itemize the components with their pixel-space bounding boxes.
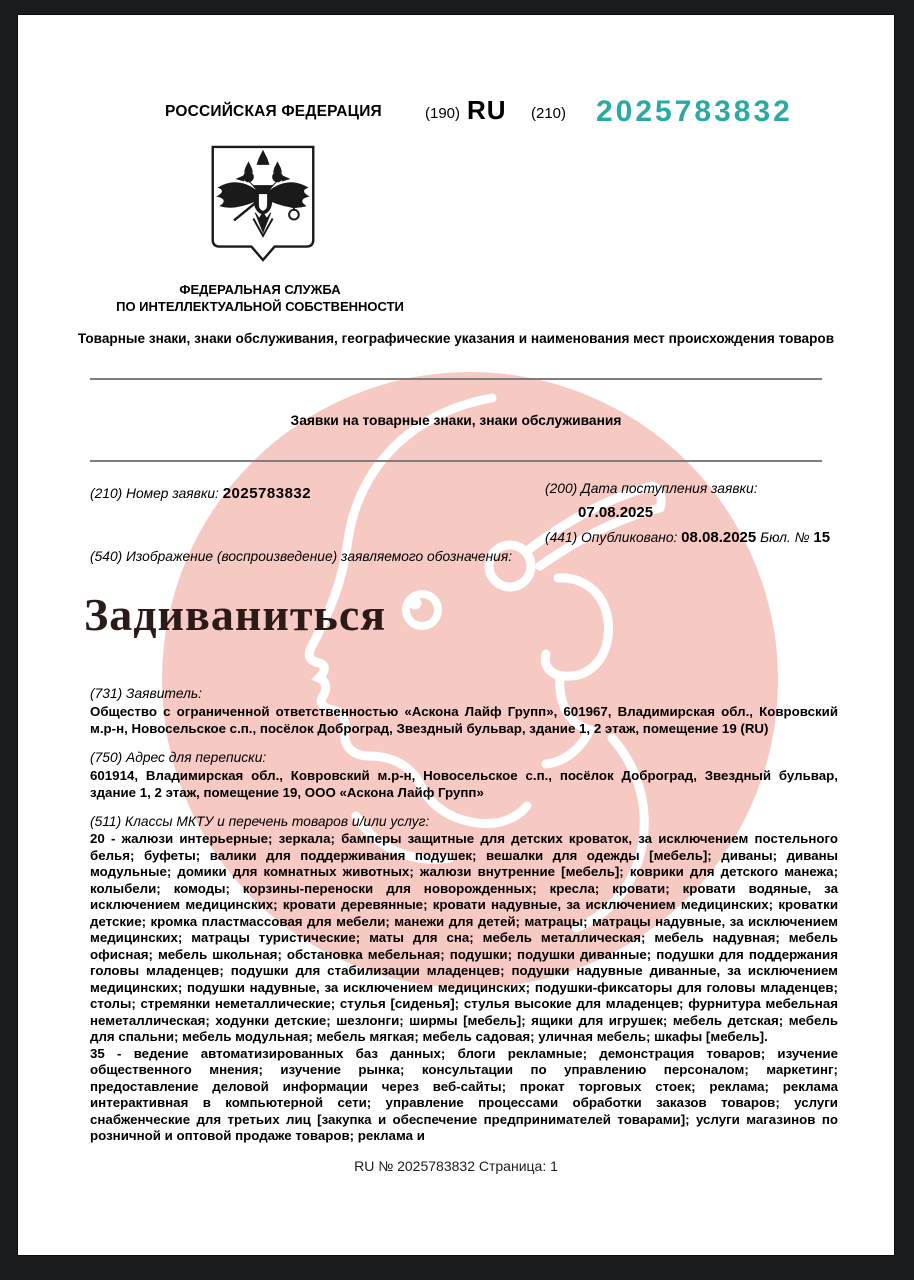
filing-date-label: (200) Дата поступления заявки: <box>545 481 758 496</box>
horizontal-rule-bottom <box>90 460 822 462</box>
authority-name <box>95 281 425 315</box>
details-section <box>90 686 838 1145</box>
bulletin-number-value: 15 <box>813 529 831 546</box>
document-page <box>18 15 894 1255</box>
bulletin-label: Бюл. № <box>756 530 814 545</box>
correspondence-label: (750) Адрес для переписки: <box>90 750 267 765</box>
application-number-value: 2025783832 <box>222 485 312 502</box>
field-application-number <box>90 485 311 502</box>
goods-class-35-text: 35 - ведение автоматизированных баз данных; блоги рекламные; демонстрация товаров; изучение общественного мнения; изучение рынка; консультации по управлению персоналом; маркетинг; предоставление деловой информации через веб-сайты; прокат торговых стоек; реклама; реклама интерактивная в компьютерной сети; управление процессами обработки заказов товаров; услуги снабженческие для третьих лиц [закупка и обеспечение предпринимателей товарами]; услуги магазинов по розничной и оптовой продаже товаров; реклама и <box>90 1045 838 1143</box>
trademark-wordmark: Задиваниться <box>84 589 387 640</box>
authority-line2: ПО ИНТЕЛЛЕКТУАЛЬНОЙ СОБСТВЕННОСТИ <box>116 299 404 314</box>
authority-line1: ФЕДЕРАЛЬНАЯ СЛУЖБА <box>179 282 341 297</box>
inid-code-190: (190) <box>425 105 461 122</box>
correspondence-text: 601914, Владимирская обл., Ковровский м.р-н, Новосельское с.п., посёлок Доброград, Звездный бульвар, здание 1, 2 этаж, помещение 19, ООО «Аскона Лайф Групп» <box>90 768 838 800</box>
published-date-value: 08.08.2025 <box>681 529 757 546</box>
page-footer: RU № 2025783832 Страница: 1 <box>354 1158 558 1174</box>
horizontal-rule-top <box>90 378 822 380</box>
goods-classes-label: (511) Классы МКТУ и перечень товаров и/или услуг: <box>90 814 430 829</box>
mark-image-label: (540) Изображение (воспроизведение) заявляемого обозначения: <box>90 549 513 564</box>
application-number-label: (210) Номер заявки: <box>90 486 223 501</box>
country-title: РОССИЙСКАЯ ФЕДЕРАЦИЯ <box>165 103 382 120</box>
published-label: (441) Опубликовано: <box>545 530 682 545</box>
document-headline: Товарные знаки, знаки обслуживания, географические указания и наименования мест происхождения товаров <box>77 331 835 346</box>
goods-class-20-text: 20 - жалюзи интерьерные; зеркала; бамперы защитные для детских кроваток, за исключением постельного белья; буфеты; валики для поддерживания подушек; вешалки для одежды [мебель]; диваны; диваны модульные; домики для комнатных животных; жалюзи внутренние [мебель]; коврики для детского манежа; колыбели; комоды; корзины-переноски для новорожденных; кресла; кровати; кровати водяные, за исключением медицинских; кровати деревянные; кровати надувные, за исключением медицинских; кроватки детские; кромка пластмассовая для мебели; манежи для детей; матрацы; матрацы надувные, за исключением медицинских; матрацы туристические; маты для сна; мебель металлическая; мебель надувная; мебель офисная; мебель школьная; обстановка мебельная; подушки; подушки диванные; подушки для поддержания головы младенцев; подушки для стабилизации младенцев; подушки надувные диванные, за исключением медицинских; подушки надувные, за исключением медицинских; подушки-фиксаторы для головы младенцев; столы; стремянки неметаллические; стулья [сиденья]; стулья высокие для младенцев; фурнитура мебельная неметаллическая; ходунки детские; шезлонги; ширмы [мебель]; ящики для игрушек; мебель детская; мебель для спальни; мебель модульная; мебель мягкая; мебель садовая; уличная мебель; шкафы [мебель]. <box>90 831 838 1044</box>
application-number-header: 2025783832 <box>596 95 793 128</box>
country-code: RU <box>467 95 507 125</box>
inid-code-210: (210) <box>531 105 567 122</box>
applicant-label: (731) Заявитель: <box>90 686 203 701</box>
applicant-text: Общество с ограниченной ответственностью «Аскона Лайф Групп», 601967, Владимирская обл., Ковровский м.р-н, Новосельское с.п., посёлок Доброград, Звездный бульвар, здание 1, 2 этаж, помещение 19 (RU) <box>90 704 838 736</box>
field-published <box>545 529 830 546</box>
russian-coat-of-arms-icon <box>205 143 321 265</box>
section-title: Заявки на товарные знаки, знаки обслуживания <box>290 413 622 428</box>
filing-date-value: 07.08.2025 <box>578 504 654 521</box>
